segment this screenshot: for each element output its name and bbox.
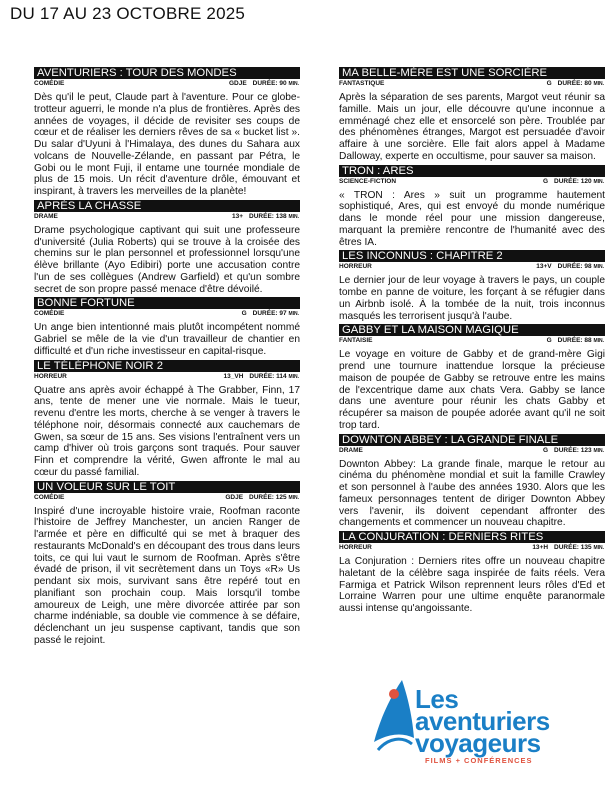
film-duration: DURÉE: 114 (249, 372, 287, 380)
logo-swoosh-icon (378, 739, 412, 750)
film-description: La Conjuration : Derniers rites offre un nouveau chapitre haletant de la célèbre saga inspirée de faits réels. Vera Farmiga et Patrick Wilson reprennent leurs rôles d'Ed et Lorraine Warren pour une ultime enquête paranormale aussi intense qu'angoissante. (339, 556, 605, 614)
film-meta (339, 177, 605, 186)
film-genre: COMÉDIE (34, 493, 65, 501)
film-title: LES INCONNUS : CHAPITRE 2 (339, 250, 605, 262)
film-duration: DURÉE: 135 (554, 544, 592, 551)
film-entry (339, 434, 605, 530)
film-rating: G (542, 177, 549, 185)
film-entry (34, 297, 300, 357)
film-meta (34, 372, 300, 381)
film-rating: 13+H (532, 544, 549, 551)
film-duration: DURÉE: 88 (557, 337, 592, 345)
film-rating: G (546, 80, 552, 87)
film-rating: GDJE (225, 493, 244, 501)
film-meta (34, 212, 300, 221)
film-duration-unit: MIN. (593, 178, 604, 185)
film-genre: HORREUR (339, 544, 372, 551)
film-description: Quatre ans après avoir échappé à The Grabber, Finn, 17 ans, tente de mener une vie normale. Mais le tueur, revenu d'entre les morts, cherche à se venger à travers le téléphone noir, désormais connecté aux cauchemars de Gwen, sa sœur de 15 ans. Ses visions l'entraînent vers un camp d'hiver où trois garçons sont traqués. Pour sauver Finn et comprendre la vérité, Gwen affronte le mal au cœur du passé familial. (34, 384, 300, 478)
film-rating: G (241, 310, 247, 318)
film-title: LE TÉLÉPHONE NOIR 2 (34, 360, 300, 372)
film-entry (34, 481, 300, 647)
film-entry (339, 67, 605, 163)
film-genre: DRAME (34, 212, 58, 220)
film-description: Drame psychologique captivant qui suit une professeure d'université (Julia Roberts) qui se trouve à la croisée des chemins sur le plan personnel et professionnel lorsqu'une élève brillante (Ayo Edibiri) porte une accusation contre l'un de ses collègues (Andrew Garfield) et qu'un sombre secret de son propre passé menace d'être dévoilé. (34, 224, 300, 295)
film-title: BONNE FORTUNE (34, 297, 300, 309)
film-meta (34, 493, 300, 502)
logo-tagline: FILMS + CONFÉRENCES (425, 756, 533, 765)
right-column (339, 67, 605, 617)
film-entry (34, 67, 300, 198)
left-column (34, 67, 300, 649)
film-duration-unit: MIN. (288, 373, 299, 380)
logo-line-3: voyageurs (415, 728, 541, 758)
logo-head-icon (389, 689, 399, 699)
film-duration-unit: MIN. (593, 338, 604, 345)
film-genre: COMÉDIE (34, 80, 65, 87)
film-duration-unit: MIN. (593, 447, 604, 454)
film-duration-unit: MIN. (288, 311, 299, 318)
film-meta (34, 79, 300, 88)
film-rating: 13_VH (223, 372, 244, 380)
film-genre: DRAME (339, 446, 363, 454)
page-title: DU 17 AU 23 OCTOBRE 2025 (10, 4, 246, 23)
film-entry (34, 200, 300, 296)
film-duration-unit: MIN. (288, 494, 299, 501)
film-genre: COMÉDIE (34, 310, 65, 318)
film-description: Dès qu'il le peut, Claude part à l'aventure. Pour ce globe-trotteur aguerri, le monde n'a plus de frontières. Après des années de voyages, il décide de revisiter ses coups de cœur et de réaliser les derniers rêves de sa « bucket list ». Du salar d'Uyuni à l'Himalaya, des dunes du Sahara aux volcans de Nouvelle-Zélande, en passant par Pétra, le Gobi ou le mont Fuji, il entame une tournée mondiale de plus de 15 mois. Un récit d'aventure drôle, émouvant et inspirant, à travers les merveilles de la planète! (34, 92, 300, 197)
film-duration-unit: MIN. (593, 81, 604, 87)
film-rating: GDJE (228, 80, 247, 87)
film-title: LA CONJURATION : DERNIERS RITES (339, 531, 605, 543)
film-description: Le voyage en voiture de Gabby et de grand-mère Gigi prend une tournure inattendue lorsque la précieuse maison de poupée de Gabby se retrouve entre les mains de l'excentrique dame aux chats Vera. Gabby se lance dans une aventure pour réunir les chats Gabby et récupérer sa maison de poupée adorée avant qu'il ne soit trop tard. (339, 349, 605, 431)
film-title: DOWNTON ABBEY : LA GRANDE FINALE (339, 434, 605, 446)
film-duration: DURÉE: 125 (249, 493, 287, 501)
film-meta (339, 262, 605, 271)
film-title: APRÈS LA CHASSE (34, 200, 300, 212)
film-meta (339, 79, 605, 88)
film-entry (339, 531, 605, 615)
film-description: « TRON : Ares » suit un programme hautement sophistiqué, Ares, qui est envoyé du monde numérique dans le monde réel pour une mission dangereuse, marquant la première rencontre de l'humanité avec des êtres IA. (339, 189, 605, 248)
film-duration: DURÉE: 123 (554, 446, 592, 454)
film-meta (339, 543, 605, 552)
film-title: GABBY ET LA MAISON MAGIQUE (339, 324, 605, 336)
film-entry (339, 324, 605, 431)
film-description: Un ange bien intentionné mais plutôt incompétent nommé Gabriel se mêle de la vie d'un travailleur de chantier en difficulté et d'un riche investisseur en capital-risque. (34, 322, 300, 357)
film-genre: FANTAISIE (339, 337, 373, 345)
film-rating: 13+ (232, 212, 244, 220)
film-meta (339, 336, 605, 345)
film-genre: HORREUR (34, 372, 67, 380)
film-duration: DURÉE: 80 (557, 80, 592, 87)
film-duration-unit: MIN. (288, 81, 299, 87)
logo-line-2: aventuriers (415, 706, 550, 736)
film-duration-unit: MIN. (593, 545, 604, 551)
film-title: UN VOLEUR SUR LE TOIT (34, 481, 300, 493)
film-duration: DURÉE: 97 (252, 310, 287, 318)
film-entry (339, 165, 605, 249)
film-duration-unit: MIN. (288, 213, 299, 220)
film-rating: 13+V (536, 263, 552, 271)
film-entry (339, 250, 605, 322)
film-description: Downton Abbey: La grande finale, marque le retour au cinéma du phénomène mondial et suit la famille Crawley et son personnel à l'aube des années 1930. Alors que les fameux personnages tentent de diriger Downton Abbey vers l'avenir, ils doivent cependant affronter des changements et commencer un nouveau chapitre. (339, 458, 605, 529)
logo-line-1: Les (415, 684, 459, 714)
film-title: TRON : ARES (339, 165, 605, 177)
film-rating: G (546, 337, 552, 345)
film-meta (339, 446, 605, 455)
film-duration: DURÉE: 90 (252, 80, 287, 87)
film-meta (34, 309, 300, 318)
film-description: Le dernier jour de leur voyage à travers le pays, un couple tombe en panne de voiture, les forçant à se réfugier dans un Airbnb isolé. À la tombée de la nuit, trois inconnus masqués les terrorisent jusqu'à l'aube. (339, 275, 605, 322)
film-description: Après la séparation de ses parents, Margot veut réunir sa famille. Mais un jour, elle découvre qu'une inconnue a emménagé chez elle et ensorcelé son père. Troublée par des phénomènes étranges, Margot est persuadée d'avoir affaire à une sorcière. Elle fait alors appel à Madame Dalloway, experte en occultisme, pour sauver sa maison. (339, 92, 605, 162)
film-entry (34, 360, 300, 479)
film-duration: DURÉE: 120 (554, 177, 592, 185)
brand-logo-text (415, 684, 550, 758)
film-title: MA BELLE-MÈRE EST UNE SORCIÈRE (339, 67, 605, 79)
film-genre: FANTASTIQUE (339, 80, 385, 87)
film-duration: DURÉE: 98 (557, 263, 592, 271)
film-duration-unit: MIN. (593, 264, 604, 271)
film-rating: G (542, 446, 549, 454)
film-duration: DURÉE: 138 (249, 212, 287, 220)
film-genre: SCIENCE-FICTION (339, 177, 397, 185)
film-title: AVENTURIERS : TOUR DES MONDES (34, 67, 300, 79)
film-description: Inspiré d'une incroyable histoire vraie, Roofman raconte l'histoire de Jeffrey Manchester, un ancien Ranger de l'armée et père en difficulté qui se met à braquer des restaurants McDonald's en découpant des trous dans leurs toits, ce qui lui vaut le surnom de Roofman. Après s'être évadé de prison, il vit secrètement dans un Toys «R» Us pendant six mois, survivant sans être repéré tout en planifiant son prochain coup. Mais lorsqu'il tombe amoureux de Leigh, une mère divorcée attirée par son charme indéniable, sa double vie commence à se défaire, déclenchant un jeu suspense captivant, tandis que son passé le rejoint. (34, 505, 300, 646)
film-genre: HORREUR (339, 263, 372, 271)
